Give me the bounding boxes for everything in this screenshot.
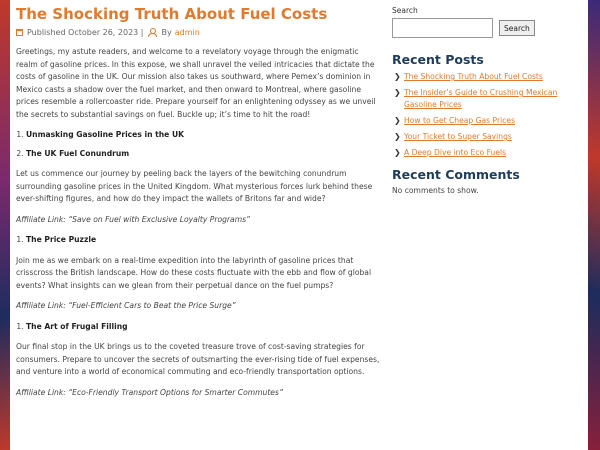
list-item bbox=[392, 87, 578, 111]
affiliate-link: Affiliate Link: “Save on Fuel with Exclusive Loyalty Programs” bbox=[16, 214, 250, 224]
list-item bbox=[26, 129, 380, 142]
chevron-right-icon: ❯ bbox=[394, 72, 401, 81]
no-comments-text: No comments to show. bbox=[392, 186, 479, 195]
recent-post-link[interactable]: Your Ticket to Super Savings bbox=[404, 132, 512, 141]
section-list-2 bbox=[16, 234, 380, 247]
recent-posts-title: Recent Posts bbox=[392, 52, 484, 67]
paragraph: Join me as we embark on a real-time expedition into the labyrinth of gasoline prices that crisscross the British landscape. How do these costs fluctuate with the ebb and flow of global events? What insights can we glean from their perpetual dance on the fuel pumps? bbox=[16, 255, 372, 290]
post-title[interactable]: The Shocking Truth About Fuel Costs bbox=[16, 5, 328, 23]
list-item-heading: The Price Puzzle bbox=[26, 235, 97, 244]
chevron-right-icon: ❯ bbox=[394, 148, 401, 157]
list-item bbox=[26, 148, 380, 161]
recent-post-link[interactable]: How to Get Cheap Gas Prices bbox=[404, 116, 516, 125]
background-decoration-left bbox=[0, 0, 10, 450]
list-item-heading: Unmasking Gasoline Prices in the UK bbox=[26, 130, 185, 139]
section-list-3 bbox=[16, 321, 380, 334]
published-date: Published October 26, 2023 | bbox=[27, 28, 144, 37]
search-form bbox=[392, 18, 578, 38]
author-link[interactable]: admin bbox=[174, 28, 200, 37]
section-list-1 bbox=[16, 129, 380, 160]
search-input[interactable] bbox=[392, 18, 493, 38]
paragraph: Our final stop in the UK brings us to the coveted treasure trove of cost-saving strategies for consumers. Prepare to uncover the secrets of outsmarting the ever-rising tide of fuel expenses, and venture into a world of economical commuting and eco-friendly transportation options. bbox=[16, 342, 380, 376]
list-item bbox=[392, 147, 578, 159]
page-container bbox=[10, 0, 588, 450]
sidebar bbox=[392, 4, 578, 195]
background-decoration-right bbox=[588, 0, 600, 450]
list-item bbox=[392, 71, 578, 83]
list-item bbox=[26, 234, 380, 247]
main-content bbox=[16, 4, 380, 399]
by-label: By bbox=[161, 28, 172, 37]
intro-paragraph: Greetings, my astute readers, and welcome to a revelatory voyage through the enigmatic realm of gasoline prices. In this expose, we shall unravel the veiled intricacies that dictate the costs of gasoline in the UK. Our mission also takes us southward, where Pemex’s dominion in Mexico casts a shadow over the fuel market, and then onward to Montreal, where gasoline prices resemble a rollercoaster ride. Prepare yourself for an enlightening odyssey as we unveil the secrets to substantial savings on fuel. Buckle up; it’s time to hit the road! bbox=[16, 47, 376, 119]
chevron-right-icon: ❯ bbox=[394, 116, 401, 125]
recent-post-link[interactable]: The Insider’s Guide to Crushing Mexican Gasoline Prices bbox=[404, 88, 558, 109]
search-label: Search bbox=[392, 6, 418, 15]
affiliate-link: Affiliate Link: “Eco-Friendly Transport Options for Smarter Commutes” bbox=[16, 387, 283, 397]
list-item bbox=[392, 115, 578, 127]
list-item-heading: The Art of Frugal Filling bbox=[26, 321, 128, 331]
post-meta bbox=[16, 27, 380, 38]
list-item bbox=[392, 131, 578, 143]
recent-comments-title: Recent Comments bbox=[392, 167, 520, 182]
recent-post-link[interactable]: A Deep Dive into Eco Fuels bbox=[404, 148, 507, 157]
paragraph: Let us commence our journey by peeling back the layers of the bewitching conundrum surrounding gasoline prices in the United Kingdom. What mysterious forces lurk behind these ever-shifting figures, and how do they impact the wallets of Britons far and wide? bbox=[16, 169, 373, 203]
user-icon bbox=[148, 28, 157, 37]
calendar-icon bbox=[16, 29, 23, 36]
chevron-right-icon: ❯ bbox=[394, 132, 401, 141]
recent-post-link[interactable]: The Shocking Truth About Fuel Costs bbox=[404, 72, 543, 81]
post-body bbox=[16, 46, 380, 399]
affiliate-link: Affiliate Link: “Fuel-Efficient Cars to Beat the Price Surge” bbox=[16, 301, 236, 310]
recent-posts-list bbox=[392, 71, 578, 159]
list-item-heading: The UK Fuel Conundrum bbox=[26, 148, 130, 158]
chevron-right-icon: ❯ bbox=[394, 88, 401, 97]
list-item bbox=[26, 321, 380, 334]
search-button[interactable]: Search bbox=[499, 20, 535, 36]
